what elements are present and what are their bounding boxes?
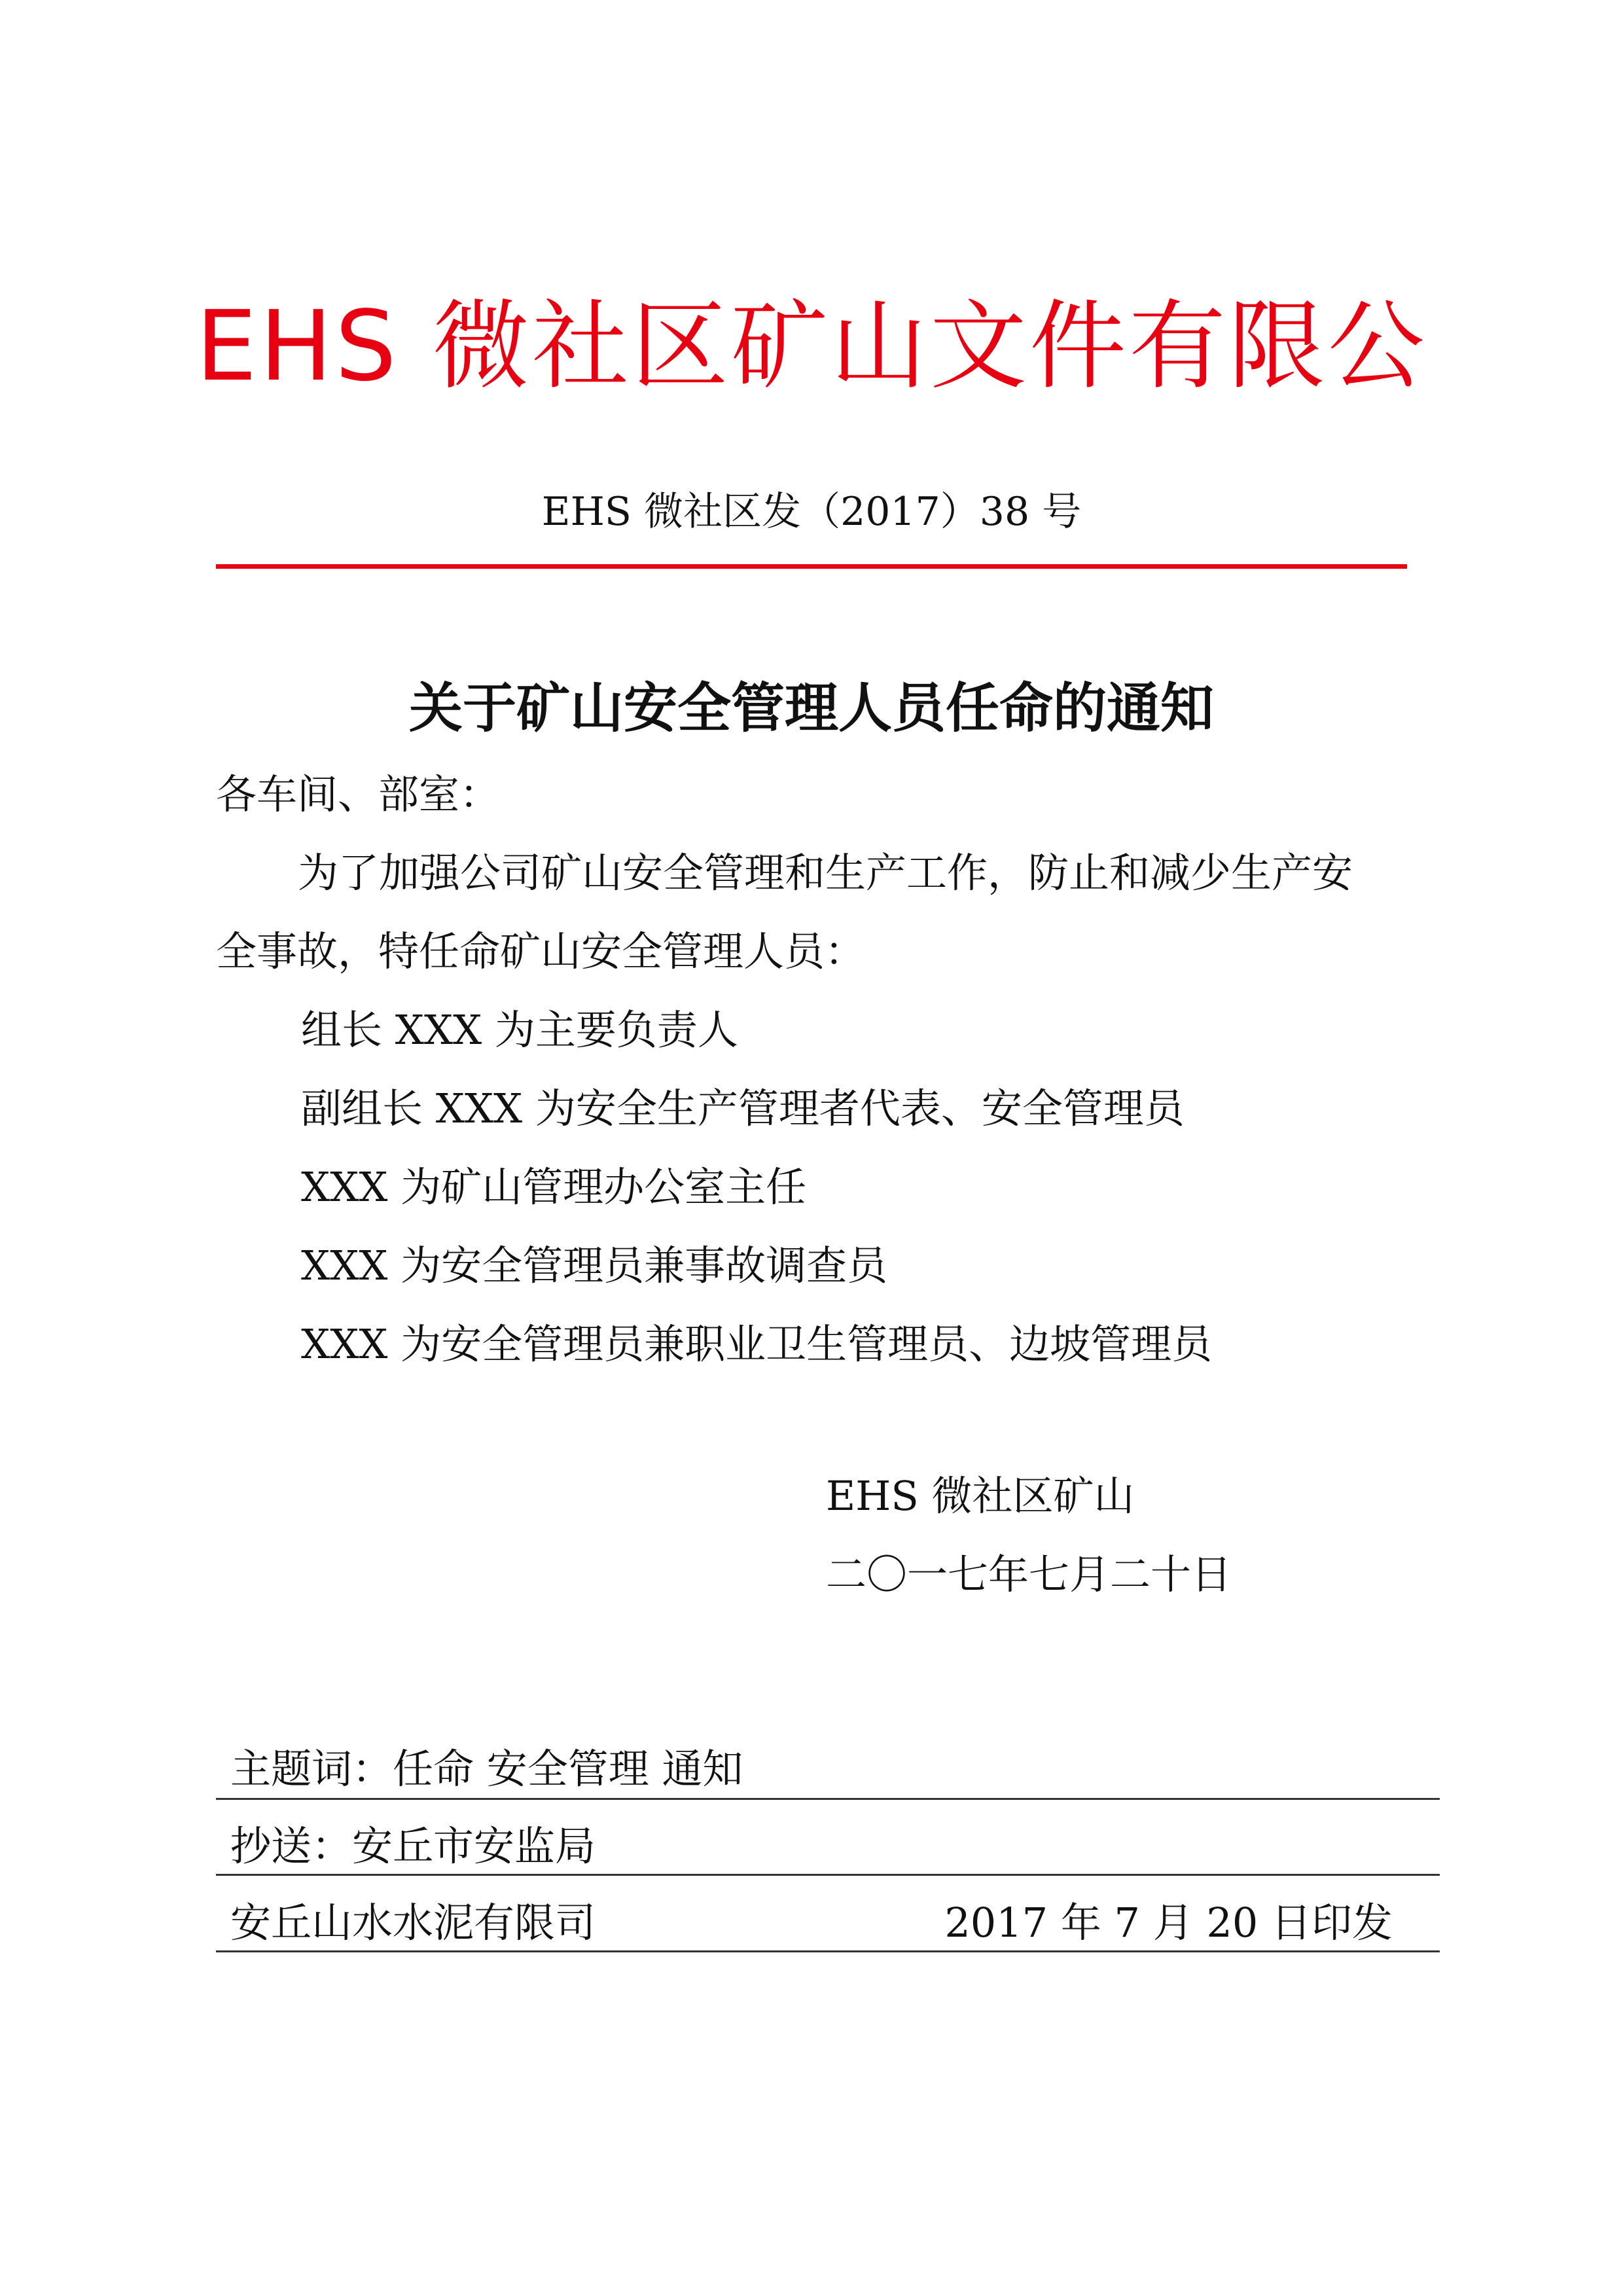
document-number: EHS 微社区发（2017）38 号	[541, 489, 1082, 535]
appointment-item: XXX 为安全管理员兼事故调查员	[301, 1242, 888, 1289]
issuer-line: 安丘山水水泥有限司	[230, 1899, 596, 1946]
footer-divider	[216, 1950, 1440, 1952]
signature-organization: EHS 微社区矿山	[826, 1472, 1135, 1520]
body-paragraph-line-1: 为了加强公司矿山安全管理和生产工作，防止和减少生产安	[298, 849, 1353, 897]
salutation: 各车间、部室：	[216, 770, 501, 818]
keywords-line: 主题词：任命 安全管理 通知	[230, 1745, 743, 1793]
appointment-item: XXX 为安全管理员兼职业卫生管理员、边坡管理员	[301, 1320, 1213, 1368]
document-header-title: EHS 微社区矿山文件有限公	[196, 290, 1427, 403]
cc-line: 抄送：安丘市安监局	[230, 1822, 596, 1870]
header-red-rule	[216, 564, 1407, 569]
body-paragraph-line-2: 全事故，特任命矿山安全管理人员：	[216, 927, 866, 975]
footer-divider	[216, 1874, 1440, 1876]
signature-date: 二〇一七年七月二十日	[826, 1551, 1232, 1598]
footer-divider	[216, 1798, 1440, 1800]
appointment-item: XXX 为矿山管理办公室主任	[301, 1163, 807, 1211]
print-date: 2017 年 7 月 20 日印发	[944, 1899, 1393, 1946]
appointment-item: 副组长 XXX 为安全生产管理者代表、安全管理员	[301, 1085, 1185, 1132]
appointment-item: 组长 XXX 为主要负责人	[301, 1006, 738, 1054]
notice-title: 关于矿山安全管理人员任命的通知	[408, 677, 1214, 740]
